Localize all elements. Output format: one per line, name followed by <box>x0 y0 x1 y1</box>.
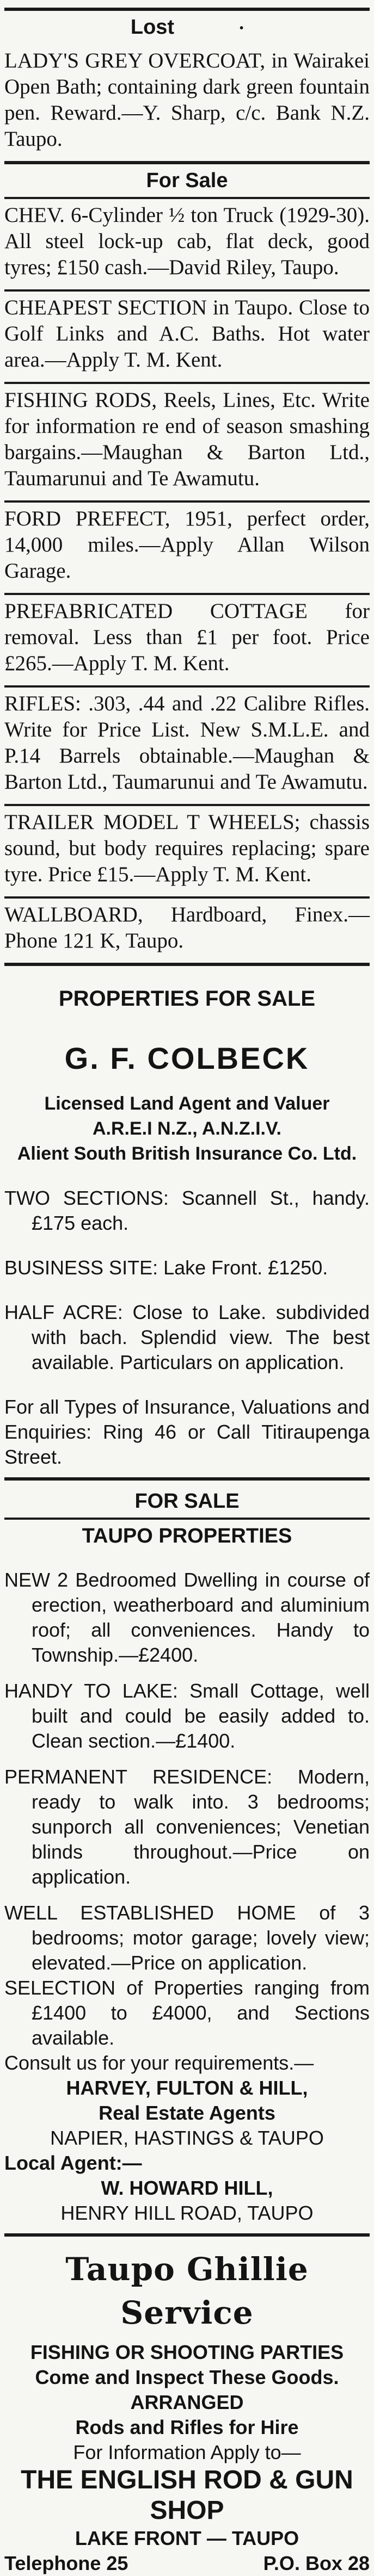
shop-address: LAKE FRONT — TAUPO <box>75 2527 299 2549</box>
ghillie-line: Come and Inspect These Goods. <box>35 2366 339 2388</box>
classified-ad: RIFLES: .303, .44 and .22 Calibre Rifles. Write for Price List. New S.M.L.E. and P.14 Barrels obtainable.—Maughan & Barton Ltd., Taumarunui and Te Awamutu. <box>4 691 370 794</box>
classified-ad: CHEV. 6-Cylinder ½ ton Truck (1929-30). All steel lock-up cab, flat deck, good tyres; £150 cash.—David Riley, Taupo. <box>4 203 370 279</box>
local-agent-address: HENRY HILL ROAD, TAUPO <box>60 2201 314 2224</box>
classified-ad: PREFABRICATED COTTAGE for removal. Less than £1 per foot. Price £265.—Apply T. M. Kent. <box>4 599 370 675</box>
consult-line: Consult us for your requirements.— <box>4 2051 314 2074</box>
shop-name: SHOP <box>150 2496 224 2525</box>
classified-page <box>0 8 374 2574</box>
local-agent-label: Local Agent:— <box>4 2151 142 2174</box>
ghillie-line: ARRANGED <box>130 2391 244 2413</box>
print-mark: • <box>240 22 244 34</box>
property-listing: HALF ACRE: Close to Lake. subdivided with bach. Splendid view. The best available. Particulars on application. <box>4 1301 370 1373</box>
agent-insurance: Alient South British Insurance Co. Ltd. <box>17 1143 357 1164</box>
divider <box>4 1477 370 1481</box>
property-listing: HANDY TO LAKE: Small Cottage, well built and could be easily added to. Clean section.—£1400. <box>4 1679 370 1752</box>
property-listing: PERMANENT RESIDENCE: Modern, ready to walk into. 3 bedrooms; sunporch all conveniences; Venetian blinds throughout.—Price on application. <box>4 1765 370 1888</box>
taupo-properties-heading: TAUPO PROPERTIES <box>82 1524 292 1547</box>
ghillie-line: For Information Apply to— <box>73 2441 301 2463</box>
telephone: Telephone 25 <box>4 2552 128 2574</box>
ghillie-line: Rods and Rifles for Hire <box>75 2416 299 2438</box>
insurance-note: For all Types of Insurance, Valuations and Enquiries: Ring 46 or Call Titiraupenga Street. <box>4 1395 370 1468</box>
contact-line <box>4 2551 370 2576</box>
classified-ad: CHEAPEST SECTION in Taupo. Close to Golf Links and A.C. Baths. Hot water area.—Apply T. M. Kent. <box>4 295 370 371</box>
local-agent-name: W. HOWARD HILL, <box>101 2176 273 2199</box>
agent-title: Licensed Land Agent and Valuer <box>44 1093 330 1114</box>
divider <box>4 2233 370 2237</box>
for-sale-2-heading: FOR SALE <box>134 1489 240 1513</box>
firm-role: Real Estate Agents <box>99 2101 275 2124</box>
ghillie-line: FISHING OR SHOOTING PARTIES <box>30 2340 344 2363</box>
property-listing: NEW 2 Bedroomed Dwelling in course of erection, weatherboard and aluminium roof; all conveniences. Handy to Township.—£2400. <box>4 1568 370 1666</box>
property-listing: SELECTION of Properties ranging from £1400 to £4000, and Sections available. <box>4 1976 370 2049</box>
lost-heading: Lost • <box>130 16 244 39</box>
classified-ad: WALLBOARD, Hardboard, Finex.—Phone 121 K, Taupo. <box>4 902 370 952</box>
property-listing: WELL ESTABLISHED HOME of 3 bedrooms; motor garage; lovely view; elevated.—Price on application. <box>4 1901 370 1974</box>
property-listing: TWO SECTIONS: Scannell St., handy. £175 each. <box>4 1186 370 1234</box>
divider <box>4 963 370 966</box>
classified-ad: FISHING RODS, Reels, Lines, Etc. Write for information re end of season smashing bargains.—Maughan & Barton Ltd., Taumarunui and Te Awamutu. <box>4 388 370 490</box>
lost-ad: LADY'S GREY OVERCOAT, in Wairakei Open Bath; containing dark green fountain pen. Reward.—Y. Sharp, c/c. Bank N.Z. Taupo. <box>4 48 370 151</box>
firm-towns: NAPIER, HASTINGS & TAUPO <box>50 2126 324 2149</box>
po-box: P.O. Box 28 <box>263 2552 370 2574</box>
agent-name: G. F. COLBECK <box>64 1041 310 1075</box>
properties-heading: PROPERTIES FOR SALE <box>58 986 316 1011</box>
ghillie-title: Taupo Ghillie Service <box>65 2250 309 2331</box>
for-sale-heading: For Sale <box>146 169 228 192</box>
classified-ad: TRAILER MODEL T WHEELS; chassis sound, but body requires replacing; spare tyre. Price £15.—Apply T. M. Kent. <box>4 810 370 886</box>
property-listing: BUSINESS SITE: Lake Front. £1250. <box>4 1256 328 1279</box>
classified-ad: FORD PREFECT, 1951, perfect order, 14,000 miles.—Apply Allan Wilson Garage. <box>4 506 370 583</box>
firm-name: HARVEY, FULTON & HILL, <box>66 2076 308 2099</box>
agent-qualifications: A.R.E.I N.Z., A.N.Z.I.V. <box>93 1118 281 1139</box>
shop-name: THE ENGLISH ROD & GUN <box>21 2465 353 2494</box>
